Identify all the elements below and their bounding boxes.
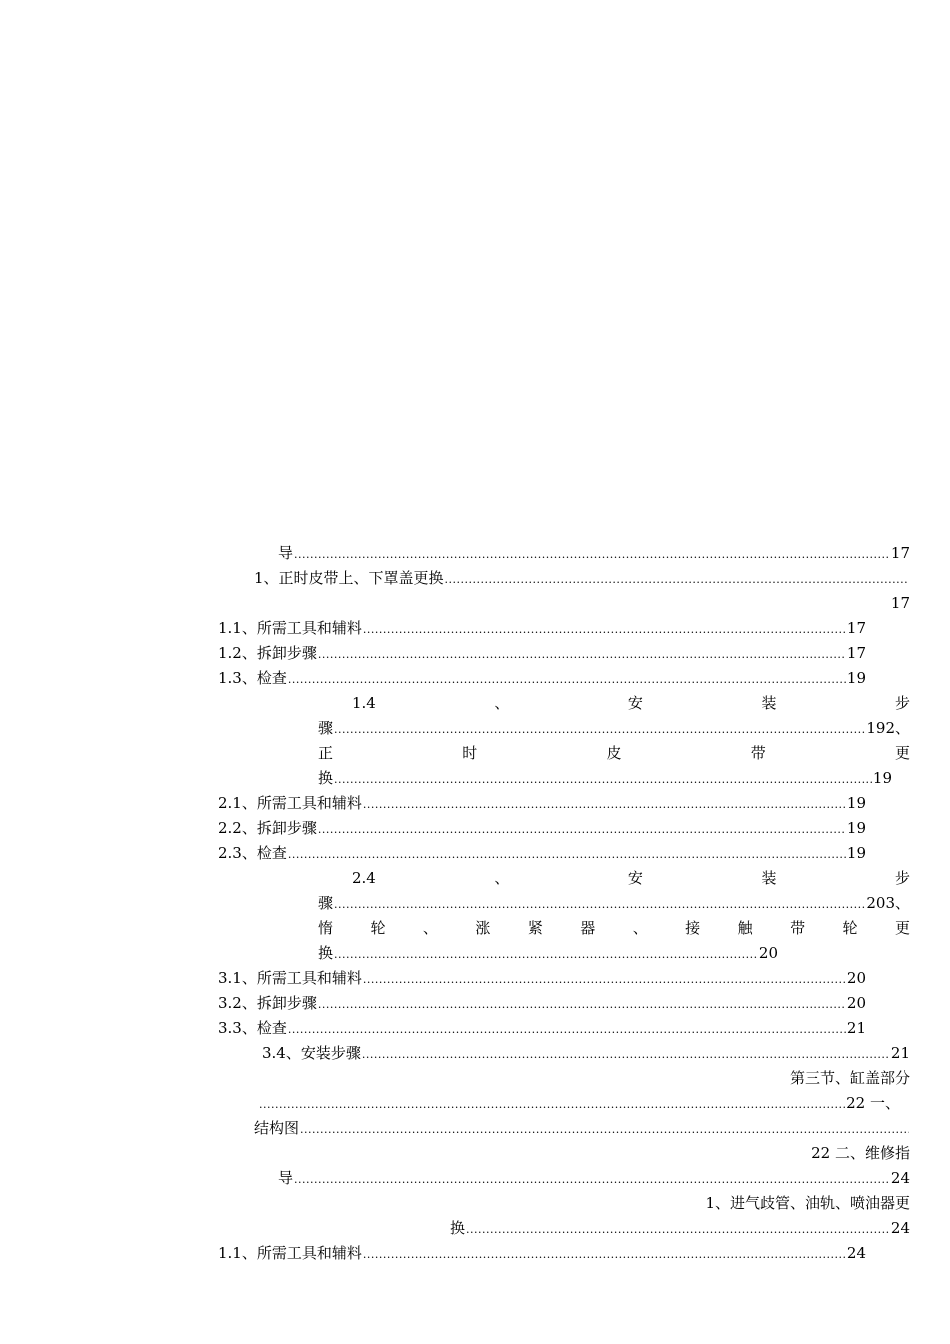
toc-page-number: 19 [872, 769, 892, 787]
toc-entry-label: 1.3、检查 [218, 669, 287, 687]
toc-entry-label: 换 [450, 1219, 466, 1237]
toc-text-part: 器 [580, 919, 596, 937]
toc-entry-label: 2.2、拆卸步骤 [218, 819, 317, 837]
toc-entry [318, 766, 892, 791]
toc-text-part: 触 [737, 919, 753, 937]
toc-entry-label: 1.1、所需工具和辅料 [218, 619, 362, 637]
toc-page-number: 19 [846, 819, 866, 837]
toc-entry-label: 3.2、拆卸步骤 [218, 994, 317, 1012]
toc-entry-label: 换 [318, 769, 334, 787]
toc-entry-label: 2.3、检查 [218, 844, 287, 862]
toc-justified-line [318, 916, 910, 941]
toc-entry-label: 1.2、拆卸步骤 [218, 644, 317, 662]
toc-text-part: 轮 [842, 919, 858, 937]
toc-entry-label: 结构图 [254, 1119, 300, 1137]
toc-entry [318, 716, 910, 741]
toc-text-part: 涨 [475, 919, 491, 937]
toc-page-number: 17 [846, 619, 866, 637]
toc-entry-label: 3.1、所需工具和辅料 [218, 969, 362, 987]
toc-text-part: 带 [790, 919, 806, 937]
toc-page-number: 20 [758, 944, 778, 962]
toc-page-number: 24 [890, 1219, 910, 1237]
toc-text-part: 、 [422, 919, 438, 937]
toc-page-number: 17 [846, 644, 866, 662]
dot-leader [288, 841, 846, 867]
toc-page-number: 19 [846, 794, 866, 812]
toc-entry [218, 991, 866, 1016]
dot-leader [318, 991, 846, 1017]
toc-page-number: 19 [846, 844, 866, 862]
toc-entry [218, 1241, 866, 1266]
toc-entry-label: 骤 [318, 894, 334, 912]
toc-text-part: 轮 [370, 919, 386, 937]
dot-leader [288, 1016, 846, 1042]
toc-page-number: 24 [846, 1244, 866, 1262]
toc-text-part: 时 [462, 744, 478, 762]
dot-leader [445, 566, 909, 592]
section-heading: 第三节、缸盖部分 [789, 1069, 910, 1087]
toc-entry-label: 1、正时皮带上、下罩盖更换 [254, 569, 444, 587]
toc-entry [218, 641, 866, 666]
dot-leader [259, 1091, 845, 1117]
toc-text-part: 带 [750, 744, 766, 762]
dot-leader [363, 966, 846, 992]
toc-page-number: 192、 [866, 719, 910, 737]
toc-entry [254, 1116, 910, 1141]
toc-entry-label: 换 [318, 944, 334, 962]
toc-entry [218, 616, 866, 641]
dot-leader [363, 616, 846, 642]
toc-page-number: 19 [846, 669, 866, 687]
dot-leader [363, 791, 846, 817]
toc-text-part: 、 [494, 869, 510, 887]
toc-entry [278, 541, 910, 566]
toc-entry [218, 816, 866, 841]
dot-leader [294, 1166, 890, 1192]
toc-page-number: 21 [890, 1044, 910, 1062]
toc-entry-label: 3.3、检查 [218, 1019, 287, 1037]
toc-entry [254, 566, 910, 591]
toc-entry-label: 骤 [318, 719, 334, 737]
toc-text-part: 装 [761, 869, 777, 887]
toc-text-line: 22 二、维修指 [811, 1144, 910, 1162]
toc-justified-line [352, 691, 910, 716]
toc-entry [262, 1041, 910, 1066]
dot-leader [300, 1116, 909, 1142]
toc-entry [278, 1166, 910, 1191]
toc-entry [318, 891, 910, 916]
toc-entry [218, 841, 866, 866]
toc-text-part: 皮 [606, 744, 622, 762]
toc-text-part: 惰 [318, 919, 334, 937]
toc-text-part: 更 [894, 744, 910, 762]
toc-entry [218, 791, 866, 816]
dot-leader [362, 1041, 890, 1067]
toc-text-part: 接 [685, 919, 701, 937]
toc-page-number: 24 [890, 1169, 910, 1187]
toc-text-part: 更 [894, 919, 910, 937]
dot-leader [466, 1216, 890, 1242]
toc-entry [258, 1091, 900, 1116]
toc-entry [218, 1016, 866, 1041]
toc-entry [450, 1216, 910, 1241]
dot-leader [334, 891, 865, 917]
toc-entry-label: 导 [278, 1169, 294, 1187]
toc-entry-label: 1.1、所需工具和辅料 [218, 1244, 362, 1262]
toc-justified-line [318, 741, 910, 766]
toc-page-number: 22 一、 [846, 1094, 900, 1112]
toc-entry-label: 2.1、所需工具和辅料 [218, 794, 362, 812]
dot-leader [363, 1241, 846, 1267]
dot-leader [334, 766, 872, 792]
toc-text-part: 正 [318, 744, 334, 762]
dot-leader [318, 641, 846, 667]
toc-entry-label: 3.4、安装步骤 [262, 1044, 361, 1062]
dot-leader [318, 816, 846, 842]
toc-text-part: 、 [494, 694, 510, 712]
toc-page-number: 20 [846, 994, 866, 1012]
toc-page-number: 17 [890, 544, 910, 562]
toc-text-part: 步 [894, 869, 910, 887]
toc-page-number: 17 [890, 594, 910, 612]
dot-leader [288, 666, 846, 692]
toc-justified-line [352, 866, 910, 891]
toc-text-line: 1、进气歧管、油轨、喷油器更 [705, 1194, 910, 1212]
toc-entry [218, 966, 866, 991]
toc-page-number: 21 [846, 1019, 866, 1037]
toc-page-number: 203、 [866, 894, 910, 912]
toc-entry [318, 941, 778, 966]
toc-text-part: 步 [894, 694, 910, 712]
toc-text-part: 安 [627, 869, 643, 887]
toc-page-number: 20 [846, 969, 866, 987]
toc-text-part: 、 [632, 919, 648, 937]
dot-leader [294, 541, 890, 567]
toc-text-part: 1.4 [352, 694, 376, 712]
toc-entry-label: 导 [278, 544, 294, 562]
toc-text-part: 安 [627, 694, 643, 712]
dot-leader [334, 941, 758, 967]
toc-text-part: 装 [761, 694, 777, 712]
dot-leader [334, 716, 865, 742]
toc-entry [218, 666, 866, 691]
toc-text-part: 2.4 [352, 869, 376, 887]
toc-text-part: 紧 [527, 919, 543, 937]
